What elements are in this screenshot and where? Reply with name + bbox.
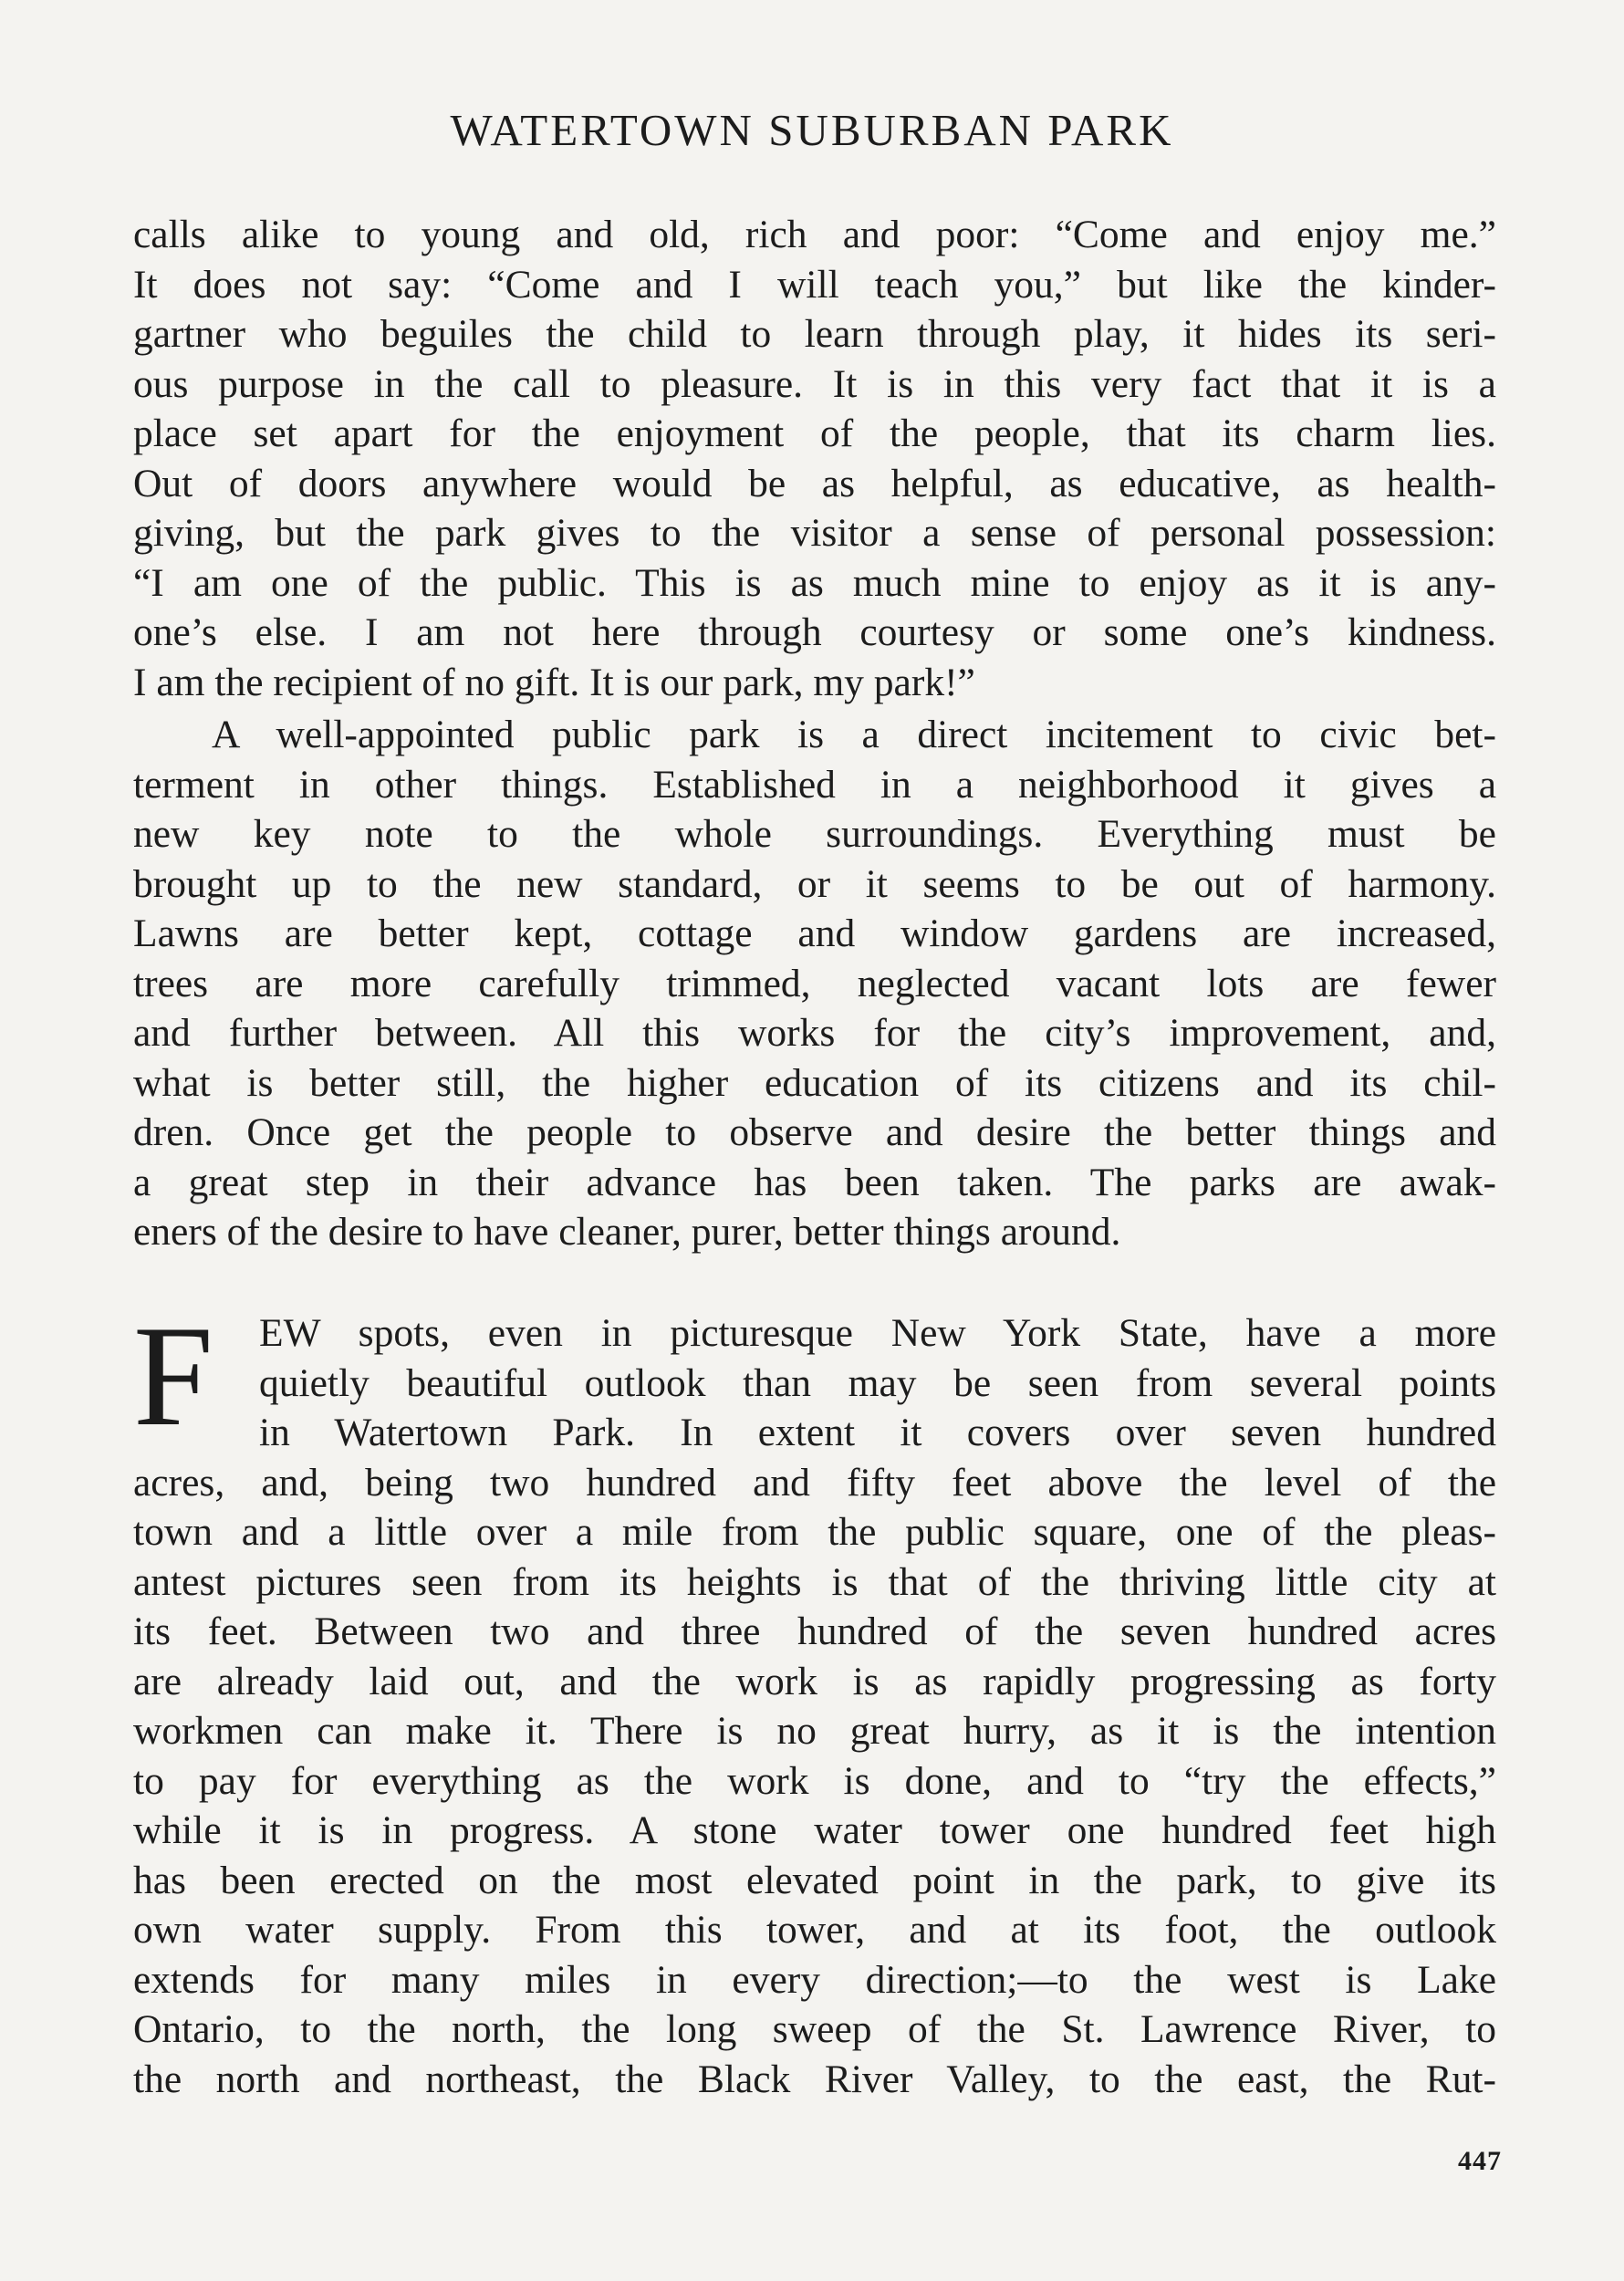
text-line: I am the recipient of no gift. It is our park, my park!” (133, 660, 975, 704)
running-title: WATERTOWN SUBURBAN PARK (450, 105, 1174, 155)
text-line: place set apart for the enjoyment of the people, that its charm lies. (133, 411, 1496, 455)
text-line: Lawns are better kept, cottage and window gardens are increased, (133, 911, 1496, 955)
text-line: own water supply. From this tower, and at its foot, the outlook (133, 1908, 1496, 1952)
text-line: trees are more carefully trimmed, neglected vacant lots are fewer (133, 961, 1496, 1005)
text-line: ous purpose in the call to pleasure. It is in this very fact that it is a (133, 361, 1496, 406)
text-line: its feet. Between two and three hundred of the seven hundred acres (133, 1609, 1496, 1653)
text-line: dren. Once get the people to observe and desire the better things and (133, 1110, 1496, 1154)
text-line: “I am one of the public. This is as much mine to enjoy as it is any- (133, 560, 1496, 605)
text-line: A well-appointed public park is a direct incitement to civic bet- (212, 713, 1496, 756)
text-line: eners of the desire to have cleaner, purer, better things around. (133, 1210, 1121, 1254)
text-line: to pay for everything as the work is done, and to “try the effects,” (133, 1758, 1496, 1803)
text-line: gartner who beguiles the child to learn through play, it hides its seri- (133, 312, 1496, 356)
text-line: acres, and, being two hundred and fifty feet above the level of the (133, 1460, 1496, 1505)
text-line: EW spots, even in picturesque New York State, have a more (259, 1311, 1496, 1355)
text-line: calls alike to young and old, rich and poor: “Come and enjoy me.” (133, 213, 1496, 256)
paragraph-3 (133, 1308, 1496, 2104)
text-line: a great step in their advance has been taken. The parks are awak- (133, 1160, 1496, 1204)
paragraph-2 (133, 710, 1496, 1257)
text-line: It does not say: “Come and I will teach you,” but like the kinder- (133, 262, 1496, 307)
text-line: workmen can make it. There is no great hurry, as it is the intention (133, 1709, 1496, 1753)
text-line: are already laid out, and the work is as rapidly progressing as forty (133, 1659, 1496, 1703)
text-line: and further between. All this works for the city’s improvement, and, (133, 1011, 1496, 1055)
text-line: brought up to the new standard, or it seems to be out of harmony. (133, 861, 1496, 906)
drop-cap: F (133, 1297, 213, 1456)
text-line: in Watertown Park. In extent it covers over seven hundred (259, 1411, 1496, 1454)
text-line: giving, but the park gives to the visitor a sense of personal possession: (133, 511, 1496, 555)
text-line: quietly beautiful outlook than may be seen from several points (259, 1360, 1496, 1405)
text-line: what is better still, the higher education of its citizens and its chil- (133, 1060, 1496, 1105)
text-line: new key note to the whole surroundings. Everything must be (133, 812, 1496, 856)
text-line: the north and northeast, the Black River Valley, to the east, the Rut- (133, 2057, 1496, 2101)
text-line: antest pictures seen from its heights is that of the thriving little city at (133, 1559, 1496, 1604)
text-line: terment in other things. Established in a neighborhood it gives a (133, 762, 1496, 807)
text-line: town and a little over a mile from the public square, one of the pleas- (133, 1510, 1496, 1554)
text-line: Ontario, to the north, the long sweep of the St. Lawrence River, to (133, 2007, 1496, 2051)
text-line: Out of doors anywhere would be as helpful, as educative, as health- (133, 461, 1496, 505)
text-line: while it is in progress. A stone water tower one hundred feet high (133, 1808, 1496, 1852)
text-line: one’s else. I am not here through courtesy or some one’s kindness. (133, 610, 1496, 654)
paragraph-1 (133, 210, 1496, 707)
text-line: has been erected on the most elevated point in the park, to give its (133, 1858, 1496, 1902)
page-number: 447 (1458, 2146, 1502, 2176)
text-line: extends for many miles in every direction;—to the west is Lake (133, 1957, 1496, 2002)
